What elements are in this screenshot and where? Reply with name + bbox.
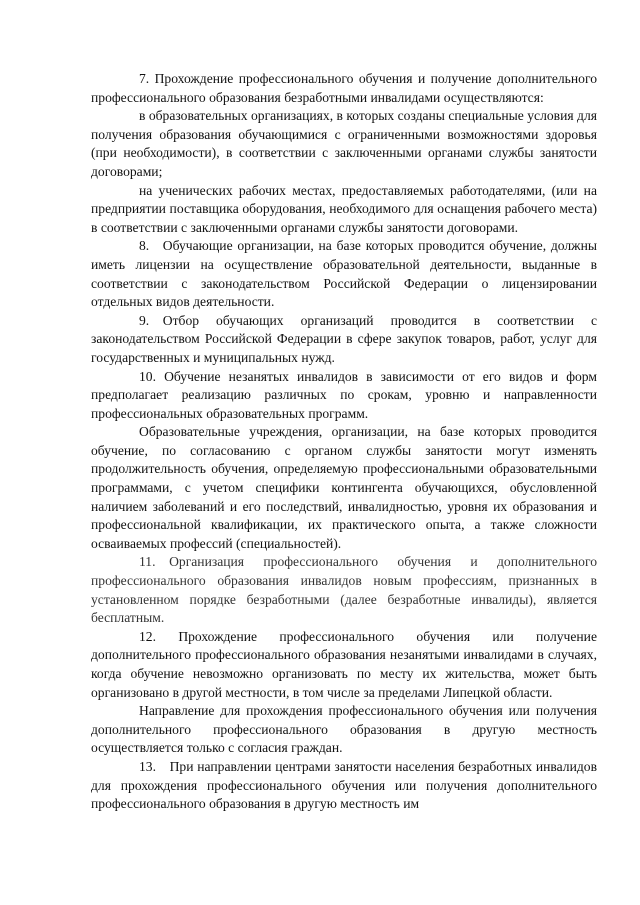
paragraph-7-item-workplaces: на ученических рабочих местах, предоставляемых работодателями, (или на предприятии поставщика оборудования, необходимого для оснащения рабочего места) в соответствии с заключенными органами службы занятости договорами. — [91, 182, 597, 235]
paragraph-13: 13. При направлении центрами занятости населения безработных инвалидов для прохождения профессионального обучения или получения дополнительного профессионального образования в другую местность им — [91, 758, 597, 812]
paragraph-11: 11. Организация профессионального обучения и дополнительного профессионального образования инвалидов новым профессиям, признанных в установленном порядке безработными (далее безработные инвалиды), является бесплатным. — [91, 554, 597, 626]
paragraph-8: 8. Обучающие организации, на базе которых проводится обучение, должны иметь лицензии на осуществление образовательной деятельности, выданные в соответствии с законодательством Российской Федерации о лицензировании отдельных видов деятельности. — [91, 238, 597, 310]
paragraph-12: 12. Прохождение профессионального обучения или получение дополнительного профессионального образования незанятыми инвалидами в случаях, когда обучение невозможно организовать по месту их жительства, может быть организовано в другой местности, в том числе за пределами Липецкой области. — [91, 628, 597, 700]
paragraph-7: 7. Прохождение профессионального обучения и получение дополнительного профессионального образования безработными инвалидами осуществляются: — [91, 71, 597, 105]
paragraph-10: 10. Обучение незанятых инвалидов в зависимости от его видов и форм предполагает реализацию различных по срокам, уровню и направленности профессиональных образовательных программ. — [91, 368, 597, 421]
paragraph-12-continuation: Направление для прохождения профессионального обучения или получения дополнительного профессионального образования в другую местность осуществляется только с согласия граждан. — [91, 703, 597, 756]
paragraph-9: 9. Отбор обучающих организаций проводится в соответствии с законодательством Российской Федерации в сфере закупок товаров, работ, услуг для государственных и муниципальных нужд. — [91, 312, 597, 365]
paragraph-10-continuation: Образовательные учреждения, организации, на базе которых проводится обучение, по согласованию с органом службы занятости могут изменять продолжительность обучения, определяемую профессиональными образовательными программами, с учетом специфики контингента обучающихся, обусловленной наличием заболеваний и его последствий, инвалидностью, уровня их образования и профессиональной квалификации, их практического опыта, а также сложности осваиваемых профессий (специальностей). — [91, 424, 597, 551]
document-page — [91, 70, 597, 814]
paragraph-7-item-educational-organizations: в образовательных организациях, в которых созданы специальные условия для получения образования обучающимися с ограниченными возможностями здоровья (при необходимости), в соответствии с заключенными органами службы занятости договорами; — [91, 108, 597, 179]
